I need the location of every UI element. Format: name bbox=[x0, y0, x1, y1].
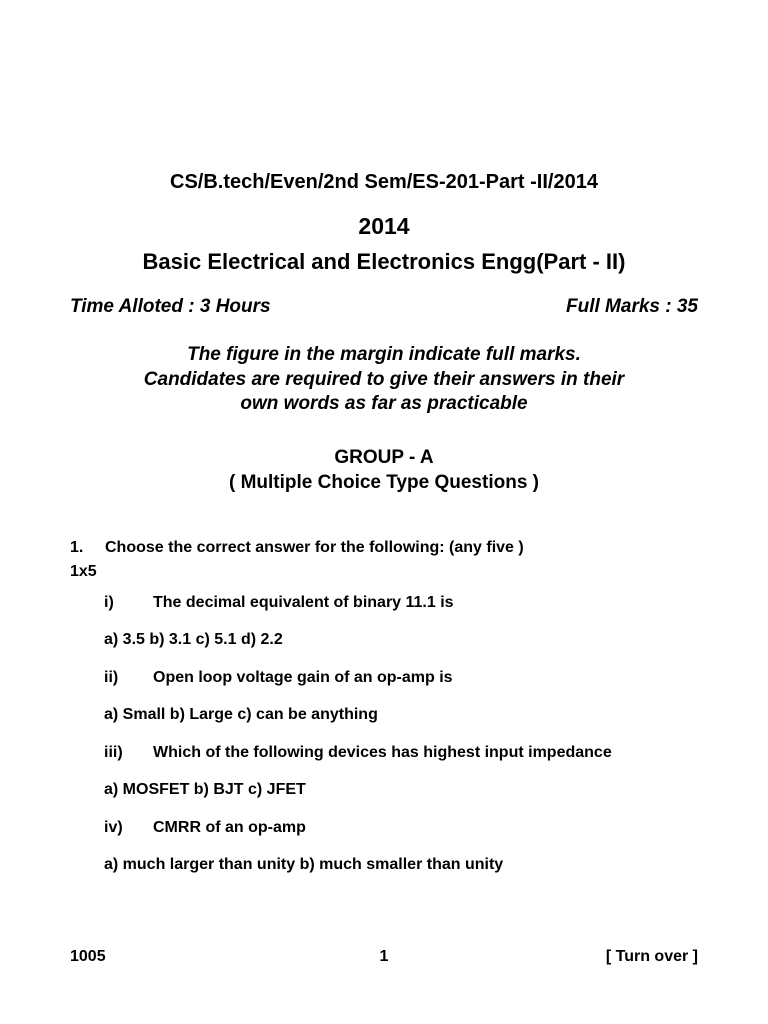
group-heading bbox=[0, 446, 768, 495]
full-marks: Full Marks : 35 bbox=[566, 296, 698, 317]
sub-question-options: a) 3.5 b) 3.1 c) 5.1 d) 2.2 bbox=[104, 631, 283, 648]
paper-code: CS/B.tech/Even/2nd Sem/ES-201-Part -II/2014 bbox=[170, 171, 598, 193]
group-subtitle: ( Multiple Choice Type Questions ) bbox=[228, 471, 539, 493]
sub-question-text: Which of the following devices has highest input impedance bbox=[153, 744, 612, 761]
question-marks: 1x5 bbox=[70, 563, 97, 580]
sub-question-number: iii) bbox=[104, 744, 123, 761]
question-number: 1. bbox=[70, 539, 84, 556]
instruction-line: The figure in the margin indicate full marks. bbox=[187, 344, 581, 365]
footer-code: 1005 bbox=[70, 948, 106, 965]
question-text: Choose the correct answer for the following: (any five ) bbox=[105, 539, 524, 556]
subject-title: Basic Electrical and Electronics Engg(Part - II) bbox=[142, 249, 626, 274]
group-title: GROUP - A bbox=[334, 447, 434, 468]
sub-question-options: a) Small b) Large c) can be anything bbox=[104, 706, 378, 723]
sub-question-options: a) MOSFET b) BJT c) JFET bbox=[104, 781, 306, 798]
instruction-line: Candidates are required to give their answers in their bbox=[143, 368, 625, 390]
time-alloted: Time Alloted : 3 Hours bbox=[70, 296, 271, 317]
sub-question-number: iv) bbox=[104, 819, 123, 836]
sub-question-text: CMRR of an op-amp bbox=[153, 819, 306, 836]
instruction-line: own words as far as practicable bbox=[240, 393, 528, 414]
page-number: 1 bbox=[379, 948, 389, 965]
sub-question-text: The decimal equivalent of binary 11.1 is bbox=[153, 594, 454, 611]
sub-question-text: Open loop voltage gain of an op-amp is bbox=[153, 669, 453, 686]
turn-over: [ Turn over ] bbox=[605, 948, 698, 965]
sub-question-number: ii) bbox=[104, 669, 119, 686]
sub-question-number: i) bbox=[104, 594, 114, 611]
sub-question-options: a) much larger than unity b) much smaller than unity bbox=[104, 856, 504, 873]
exam-year: 2014 bbox=[358, 213, 410, 239]
instructions bbox=[0, 343, 768, 417]
